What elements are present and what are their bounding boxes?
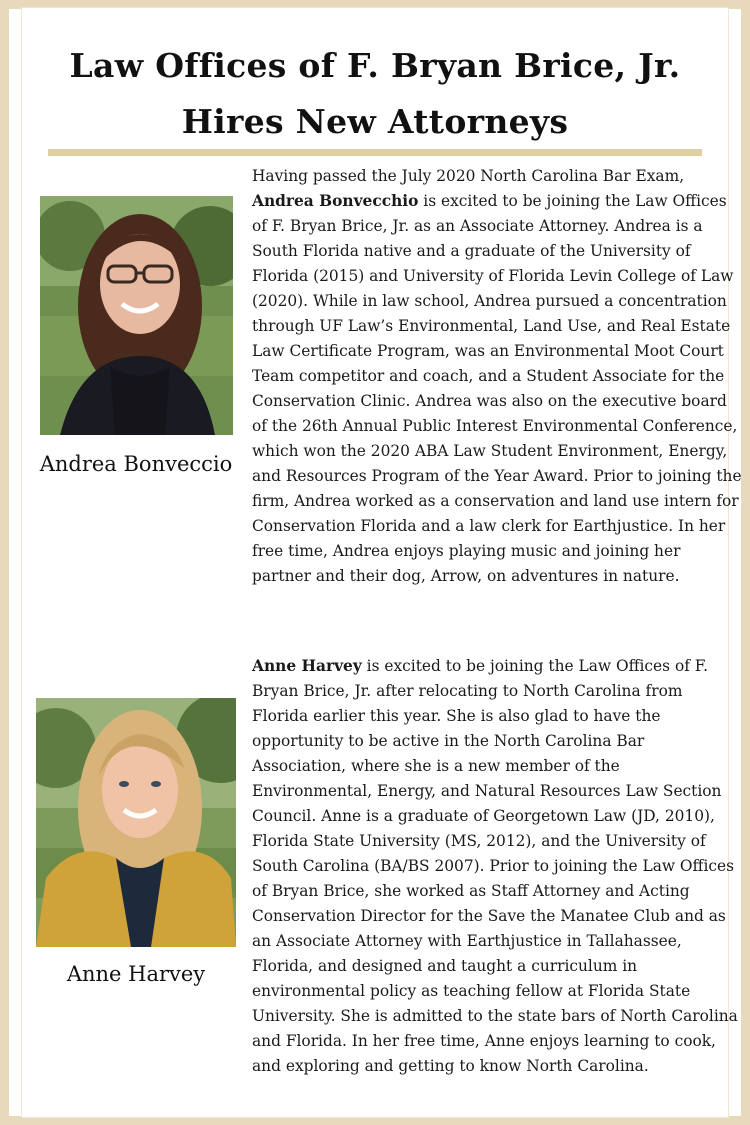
- attorney-bio-anne: [252, 654, 742, 1079]
- attorney-photo-anne: [36, 698, 236, 947]
- title-divider: [48, 149, 702, 156]
- attorney-bio-andrea: [252, 164, 742, 589]
- attorney-name-anne: Anne Harvey: [66, 962, 206, 986]
- attorney-name-andrea: Andrea Bonveccio: [39, 452, 233, 476]
- bio-lead: Having passed the July 2020 North Carolina Bar Exam,: [252, 167, 685, 185]
- title-line-1: Law Offices of F. Bryan Brice, Jr.: [69, 46, 681, 85]
- page-title: [0, 38, 750, 150]
- bio-text: is excited to be joining the Law Offices of F. Bryan Brice, Jr. as an Associate Attorney. Andrea is a South Florida native and a graduate of the University of Florida (2015) and University of Florida Levin College of Law (2020). While in law school, Andrea pursued a concentration through UF Law’s Environmental, Land Use, and Real Estate Law Certificate Program, was an Environmental Moot Court Team competitor and coach, and a Student Associate for the Conservation Clinic. Andrea was also on the executive board of the 26th Annual Public Interest Environmental Conference, which won the 2020 ABA Law Student Environment, Energy, and Resources Program of the Year Award. Prior to joining the firm, Andrea worked as a conservation and land use intern for Conservation Florida and a law clerk for Earthjustice. In her free time, Andrea enjoys playing music and joining her partner and their dog, Arrow, on adventures in nature.: [252, 192, 742, 585]
- bio-name-bold: Andrea Bonvecchio: [252, 192, 419, 210]
- title-line-2: Hires New Attorneys: [181, 102, 569, 141]
- bio-name-bold: Anne Harvey: [252, 657, 362, 675]
- attorney-photo-andrea: [40, 196, 233, 435]
- bio-text: is excited to be joining the Law Offices of F. Bryan Brice, Jr. after relocating to North Carolina from Florida earlier this year. She is also glad to have the opportunity to be active in the North Carolina Bar Association, where she is a new member of the Environmental, Energy, and Natural Resources Law Section Council. Anne is a graduate of Georgetown Law (JD, 2010), Florida State University (MS, 2012), and the University of South Carolina (BA/BS 2007). Prior to joining the Law Offices of Bryan Brice, she worked as Staff Attorney and Acting Conservation Director for the Save the Manatee Club and as an Associate Attorney with Earthjustice in Tallahassee, Florida, and designed and taught a curriculum in environmental policy as teaching fellow at Florida State University. She is admitted to the state bars of North Carolina and Florida. In her free time, Anne enjoys learning to cook, and exploring and getting to know North Carolina.: [252, 657, 738, 1075]
